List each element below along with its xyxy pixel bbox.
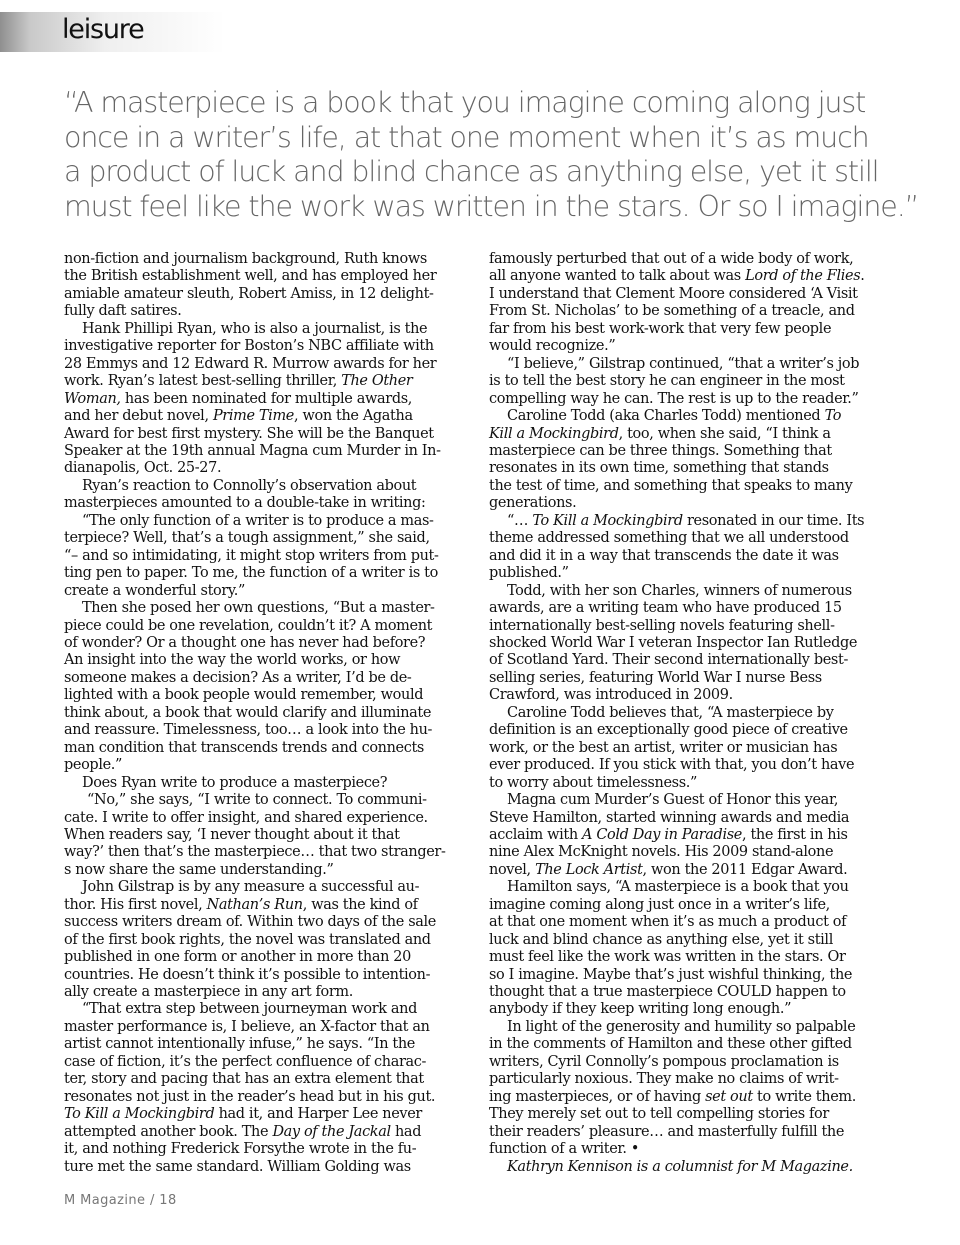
text-line: work, or the best an artist, writer or musician has xyxy=(489,739,838,756)
pull-quote-line: “A masterpiece is a book that you imagine coming along just xyxy=(64,86,866,119)
text-line: far from his best work-work that very few people xyxy=(489,320,832,337)
pull-quote-line: a product of luck and blind chance as anything else, yet it still xyxy=(64,155,879,189)
text-line: anybody if they keep writing long enough.” xyxy=(489,1001,792,1018)
text-line: Hamilton says, “A masterpiece is a book that you xyxy=(507,879,849,896)
text-line: Woman, has been nominated for multiple awards, xyxy=(64,390,413,407)
text-line: thor. His first novel, Nathan’s Run, was the kind of xyxy=(64,896,418,913)
text-line: ting pen to paper. To me, the function of a writer is to xyxy=(64,565,438,582)
text-line: published.” xyxy=(489,565,569,582)
text-line: terpiece? Well, that’s a tough assignment,” she said, xyxy=(64,530,430,547)
text-line: Kill a Mockingbird, too, when she said, “I think a xyxy=(489,425,831,442)
text-line: resonates not just in the reader’s head but in his gut. xyxy=(64,1088,436,1105)
text-line: nine Alex McKnight novels. His 2009 stand-alone xyxy=(489,844,834,861)
text-line: famously perturbed that out of a wide body of work, xyxy=(489,251,854,267)
text-line: of Scotland Yard. Their second internationally best- xyxy=(489,652,848,669)
text-line: man condition that transcends trends and connects xyxy=(64,739,424,756)
text-line: In light of the generosity and humility so palpable xyxy=(507,1018,856,1035)
text-line: ing masterpieces, or of having set out to write them. xyxy=(489,1088,856,1105)
text-line: 28 Emmys and 12 Edward R. Murrow awards for her xyxy=(64,355,437,372)
text-line: selling series, featuring World War I nurse Bess xyxy=(489,669,822,686)
text-line: “No,” she says, “I write to connect. To communi- xyxy=(87,792,427,809)
right-column xyxy=(489,251,887,1176)
text-line: generations. xyxy=(489,495,577,512)
text-line: internationally best-selling novels featuring shell- xyxy=(489,617,835,634)
book-title: Kill a Mockingbird xyxy=(489,425,619,442)
text-line: Crawford, was introduced in 2009. xyxy=(489,687,733,704)
text-line: lighted with a book people would remember, would xyxy=(64,687,424,704)
text-line: I understand that Clement Moore considered ‘A Visit xyxy=(489,285,858,302)
text-line: “The only function of a writer is to produce a mas- xyxy=(82,512,434,529)
book-title: Prime Time xyxy=(212,408,294,425)
text-line: Speaker at the 19th annual Magna cum Murder in In- xyxy=(64,442,441,459)
text-line: They merely set out to tell compelling stories for xyxy=(489,1106,829,1123)
text-line: artist cannot intentionally infuse,” he says. “In the xyxy=(64,1036,415,1053)
pull-quote-line: must feel like the work was written in the stars. Or so I imagine.” xyxy=(64,190,919,224)
left-column xyxy=(64,251,462,1176)
text-line: Caroline Todd (aka Charles Todd) mentioned To xyxy=(507,408,842,425)
text-line: acclaim with A Cold Day in Paradise, the first in his xyxy=(489,826,848,843)
text-line: ter, story and pacing that has an extra element that xyxy=(64,1071,424,1088)
book-title: The Lock Artist xyxy=(535,861,643,878)
page-folio: M Magazine / 18 xyxy=(64,1193,177,1208)
text-line: investigative reporter for Boston’s NBC affiliate with xyxy=(64,338,434,355)
section-label: leisure xyxy=(62,14,144,45)
text-line: resonates in its own time, something that stands xyxy=(489,460,829,477)
text-line: non-fiction and journalism background, Ruth knows xyxy=(64,251,427,267)
text-line: masterpieces amounted to a double-take in writing: xyxy=(64,495,426,512)
book-title: To Kill a Mockingbird xyxy=(64,1106,215,1123)
book-title: To xyxy=(824,408,842,425)
text-line: the test of time, and something that speaks to many xyxy=(489,477,853,494)
text-line: From St. Nicholas’ to be something of a treacle, and xyxy=(489,303,855,320)
text-line: masterpiece can be three things. Something that xyxy=(489,442,832,459)
book-title: A Cold Day in Paradise xyxy=(582,826,742,843)
text-line: and reassure. Timelessness, too… a look into the hu- xyxy=(64,722,433,739)
text-line: novel, The Lock Artist, won the 2011 Edgar Award. xyxy=(489,861,848,878)
text-line: the British establishment well, and has employed her xyxy=(64,268,437,285)
text-line: attempted another book. The Day of the Jackal had xyxy=(64,1123,422,1140)
text-line: Magna cum Murder’s Guest of Honor this year, xyxy=(507,792,839,809)
book-title: The Other xyxy=(341,373,413,390)
text-line: Does Ryan write to produce a masterpiece? xyxy=(82,774,388,791)
text-line: writers, Cyril Connolly’s pompous proclamation is xyxy=(489,1053,839,1070)
text-line: fully daft satires. xyxy=(64,303,182,320)
text-line: shocked World War I veteran Inspector Ian Rutledge xyxy=(489,634,858,651)
text-line: When readers say, ‘I never thought about it that xyxy=(64,826,400,843)
pull-quote-line: once in a writer’s life, at that one moment when it’s as much xyxy=(64,120,869,154)
text-line: compelling way he can. The rest is up to the reader.” xyxy=(489,390,859,407)
text-line: work. Ryan’s latest best-selling thriller, The Other xyxy=(64,373,413,390)
text-line: at that one moment when it’s as much a product of xyxy=(489,914,847,931)
text-line: Then she posed her own questions, “But a master- xyxy=(82,600,435,617)
text-line: published in one form or another in more than 20 xyxy=(64,949,411,966)
text-line: ally create a masterpiece in any art form. xyxy=(64,984,354,1001)
section-header-bar xyxy=(0,12,300,52)
book-title: Lord of the Flies xyxy=(745,268,861,285)
book-title: To Kill a Mockingbird xyxy=(532,512,683,529)
text-line: in the comments of Hamilton and these other gifted xyxy=(489,1036,852,1053)
text-line: of wonder? Or a thought one has never had before? xyxy=(64,634,426,651)
text-line: thought that a true masterpiece COULD happen to xyxy=(489,984,846,1001)
text-line: success writers dream of. Within two days of the sale xyxy=(64,914,436,931)
text-line: way?’ then that’s the masterpiece… that two stranger- xyxy=(64,844,446,861)
text-line: of the first book rights, the novel was translated and xyxy=(64,931,431,948)
text-line: is to tell the best story he can engineer in the most xyxy=(489,373,845,390)
text-line: so I imagine. Maybe that’s just wishful thinking, the xyxy=(489,966,853,983)
book-title: Nathan’s Run xyxy=(206,896,303,913)
text-line: ever produced. If you stick with that, you don’t have xyxy=(489,757,855,774)
text-line: definition is an exceptionally good piece of creative xyxy=(489,722,848,739)
text-line: imagine coming along just once in a writer’s life, xyxy=(489,896,830,913)
text-line: would recognize.” xyxy=(489,338,616,355)
emphasis: set out xyxy=(705,1088,753,1105)
text-line: Hank Phillipi Ryan, who is also a journalist, is the xyxy=(82,320,428,337)
text-line: master performance is, I believe, an X-factor that an xyxy=(64,1018,430,1035)
text-line: theme addressed something that we all understood xyxy=(489,530,849,547)
text-line: Steve Hamilton, started winning awards and media xyxy=(489,809,850,826)
text-line: John Gilstrap is by any measure a successful au- xyxy=(82,879,420,896)
text-line: their readers’ pleasure… and masterfully fulfill the xyxy=(489,1123,845,1140)
text-line: cate. I write to offer insight, and shared experience. xyxy=(64,809,428,826)
text-line: someone makes a decision? As a writer, I’d be de- xyxy=(64,669,412,686)
text-line: case of fiction, it’s the perfect confluence of charac- xyxy=(64,1053,427,1070)
text-line: Caroline Todd believes that, “A masterpiece by xyxy=(507,704,834,721)
text-line: To Kill a Mockingbird had it, and Harper Lee never xyxy=(64,1106,422,1123)
text-line: “That extra step between journeyman work and xyxy=(82,1001,417,1018)
text-line: and her debut novel, Prime Time, won the Agatha xyxy=(64,408,413,425)
author-bio: Kathryn Kennison is a columnist for M Magazine. xyxy=(507,1158,853,1175)
text-line: to worry about timelessness.” xyxy=(489,774,698,791)
text-line: Award for best first mystery. She will be the Banquet xyxy=(64,425,434,442)
text-line: ture met the same standard. William Golding was xyxy=(64,1158,411,1175)
text-line: think about, a book that would clarify and illuminate xyxy=(64,704,432,721)
text-line: Ryan’s reaction to Connolly’s observation about xyxy=(82,477,417,494)
text-line: all anyone wanted to talk about was Lord of the Flies. xyxy=(489,268,865,285)
text-line: countries. He doesn’t think it’s possible to intention- xyxy=(64,966,431,983)
text-line: awards, are a writing team who have produced 15 xyxy=(489,600,842,617)
text-line: “I believe,” Gilstrap continued, “that a writer’s job xyxy=(507,355,860,372)
text-line: luck and blind chance as anything else, yet it still xyxy=(489,931,833,948)
text-line: s now share the same understanding.” xyxy=(64,861,334,878)
text-line: it, and nothing Frederick Forsythe wrote in the fu- xyxy=(64,1141,417,1158)
book-title: Day of the Jackal xyxy=(272,1123,391,1140)
text-line: particularly noxious. They make no claims of writ- xyxy=(489,1071,839,1088)
text-line: create a wonderful story.” xyxy=(64,582,246,599)
text-line: amiable amateur sleuth, Robert Amiss, in 12 delight- xyxy=(64,285,434,302)
text-line: “… To Kill a Mockingbird resonated in our time. Its xyxy=(507,512,865,529)
text-line: Todd, with her son Charles, winners of numerous xyxy=(507,582,852,599)
text-line: piece could be one revelation, couldn’t it? A moment xyxy=(64,617,433,634)
text-line: function of a writer. • xyxy=(489,1141,640,1158)
text-line: must feel like the work was written in the stars. Or xyxy=(489,949,846,966)
pull-quote xyxy=(64,86,919,225)
text-line: dianapolis, Oct. 25-27. xyxy=(64,460,222,477)
text-line: An insight into the way the world works, or how xyxy=(64,652,401,669)
book-title: Woman, xyxy=(64,390,121,407)
text-line: “– and so intimidating, it might stop writers from put- xyxy=(64,547,439,564)
text-line: and did it in a way that transcends the date it was xyxy=(489,547,839,564)
text-line: people.” xyxy=(64,757,123,774)
